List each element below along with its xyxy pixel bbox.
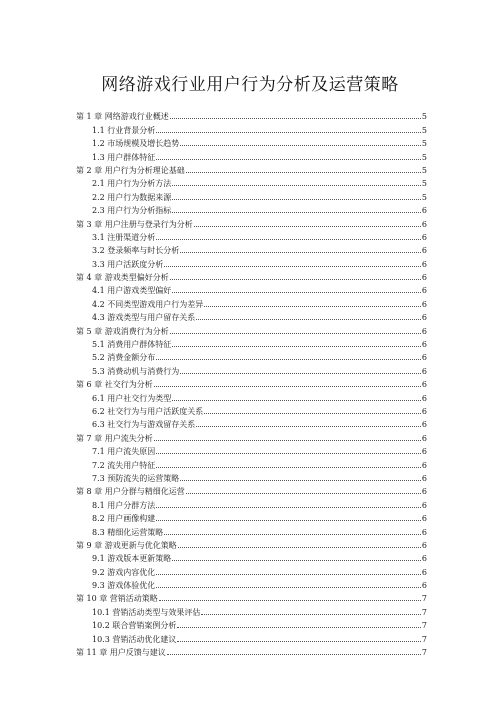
toc-entry-label: 第 1 章 网络游戏行业概述 [76, 112, 169, 122]
toc-section-entry[interactable] [76, 242, 427, 255]
toc-section-entry[interactable] [76, 121, 427, 134]
toc-leader-dots [167, 653, 421, 655]
toc-page-number: 6 [421, 353, 427, 363]
toc-leader-dots [156, 452, 421, 454]
toc-section-entry[interactable] [76, 496, 427, 509]
toc-chapter-entry[interactable] [76, 644, 427, 657]
toc-leader-dots [156, 158, 421, 160]
toc-page-number: 6 [421, 473, 427, 483]
toc-entry-label: 第 6 章 社交行为分析 [76, 380, 153, 390]
toc-entry-label: 8.2 用户画像构建 [92, 514, 156, 524]
toc-entry-label: 第 2 章 用户行为分析理论基础 [76, 165, 185, 175]
toc-section-entry[interactable] [76, 362, 427, 375]
toc-chapter-entry[interactable] [76, 429, 427, 442]
toc-section-entry[interactable] [76, 255, 427, 268]
toc-page-number: 6 [421, 433, 427, 443]
toc-leader-dots [172, 291, 421, 293]
toc-page-number: 6 [421, 313, 427, 323]
toc-entry-label: 4.3 游戏类型与用户留存关系 [92, 313, 196, 323]
toc-section-entry[interactable] [76, 470, 427, 483]
toc-page-number: 5 [421, 179, 427, 189]
toc-leader-dots [156, 586, 421, 588]
toc-leader-dots [204, 305, 421, 307]
toc-page-number: 7 [421, 607, 427, 617]
toc-page-number: 5 [421, 152, 427, 162]
toc-page-number: 5 [421, 165, 427, 175]
toc-section-entry[interactable] [76, 510, 427, 523]
toc-page-number: 6 [421, 540, 427, 550]
toc-leader-dots [204, 412, 421, 414]
toc-section-entry[interactable] [76, 309, 427, 322]
toc-leader-dots [172, 345, 421, 347]
toc-leader-dots [186, 171, 421, 173]
toc-entry-label: 1.3 用户群体特征 [92, 152, 156, 162]
toc-leader-dots [154, 385, 421, 387]
toc-entry-label: 6.1 用户社交行为类型 [92, 393, 172, 403]
toc-leader-dots [156, 573, 421, 575]
toc-page-number: 6 [421, 420, 427, 430]
toc-entry-label: 第 5 章 游戏消费行为分析 [76, 326, 169, 336]
toc-page-number: 6 [421, 460, 427, 470]
toc-entry-label: 6.3 社交行为与游戏留存关系 [92, 420, 196, 430]
toc-leader-dots [164, 533, 421, 535]
toc-page-number: 7 [421, 594, 427, 604]
toc-section-entry[interactable] [76, 148, 427, 161]
toc-chapter-entry[interactable] [76, 483, 427, 496]
toc-entry-label: 3.3 用户活跃度分析 [92, 259, 164, 269]
toc-page-number: 6 [421, 259, 427, 269]
toc-chapter-entry[interactable] [76, 590, 427, 603]
toc-page-number: 6 [421, 219, 427, 229]
toc-entry-label: 9.1 游戏版本更新策略 [92, 554, 172, 564]
toc-leader-dots [172, 399, 421, 401]
toc-leader-dots [186, 492, 421, 494]
toc-section-entry[interactable] [76, 550, 427, 563]
toc-page-number: 6 [421, 246, 427, 256]
toc-page-number: 6 [421, 286, 427, 296]
toc-chapter-entry[interactable] [76, 322, 427, 335]
toc-leader-dots [172, 184, 421, 186]
toc-section-entry[interactable] [76, 563, 427, 576]
toc-leader-dots [156, 466, 421, 468]
toc-page-number: 6 [421, 527, 427, 537]
toc-leader-dots [177, 626, 421, 628]
toc-entry-label: 1.1 行业背景分析 [92, 125, 156, 135]
toc-page-number: 6 [421, 299, 427, 309]
toc-chapter-entry[interactable] [76, 162, 427, 175]
toc-entry-label: 5.2 消费金额分布 [92, 353, 156, 363]
toc-section-entry[interactable] [76, 577, 427, 590]
toc-entry-label: 8.3 精细化运营策略 [92, 527, 164, 537]
toc-entry-label: 4.2 不同类型游戏用户行为差异 [92, 299, 204, 309]
toc-leader-dots [177, 640, 421, 642]
toc-page-number: 6 [421, 232, 427, 242]
toc-entry-label: 第 9 章 游戏更新与优化策略 [76, 540, 177, 550]
toc-page-number: 6 [421, 406, 427, 416]
toc-page-number: 6 [421, 500, 427, 510]
toc-section-entry[interactable] [76, 617, 427, 630]
toc-page-number: 7 [421, 621, 427, 631]
toc-leader-dots [178, 546, 421, 548]
toc-page-number: 6 [421, 581, 427, 591]
toc-leader-dots [164, 265, 421, 267]
toc-entry-label: 10.3 营销活动优化建议 [92, 634, 177, 644]
toc-page-number: 5 [421, 192, 427, 202]
toc-page-number: 7 [421, 634, 427, 644]
toc-leader-dots [194, 225, 421, 227]
toc-leader-dots [156, 238, 421, 240]
toc-page-number: 6 [421, 393, 427, 403]
toc-chapter-entry[interactable] [76, 376, 427, 389]
toc-section-entry[interactable] [76, 135, 427, 148]
toc-leader-dots [196, 318, 421, 320]
toc-entry-label: 第 10 章 营销活动策略 [76, 594, 158, 604]
toc-entry-label: 10.2 联合营销案例分析 [92, 621, 177, 631]
toc-section-entry[interactable] [76, 349, 427, 362]
toc-section-entry[interactable] [76, 202, 427, 215]
toc-section-entry[interactable] [76, 282, 427, 295]
toc-entry-label: 9.3 游戏体验优化 [92, 581, 156, 591]
toc-section-entry[interactable] [76, 630, 427, 643]
toc-leader-dots [180, 479, 421, 481]
toc-chapter-entry[interactable] [76, 215, 427, 228]
toc-chapter-entry[interactable] [76, 108, 427, 121]
toc-leader-dots [170, 332, 421, 334]
toc-section-entry[interactable] [76, 456, 427, 469]
toc-section-entry[interactable] [76, 336, 427, 349]
toc-leader-dots [170, 278, 421, 280]
toc-leader-dots [180, 372, 421, 374]
toc-entry-label: 4.1 用户游戏类型偏好 [92, 286, 172, 296]
toc-entry-label: 2.3 用户行为分析指标 [92, 206, 172, 216]
toc-section-entry[interactable] [76, 403, 427, 416]
toc-entry-label: 7.3 预防流失的运营策略 [92, 473, 180, 483]
toc-entry-label: 3.1 注册渠道分析 [92, 232, 156, 242]
toc-entry-label: 9.2 游戏内容优化 [92, 567, 156, 577]
toc-page-number: 5 [421, 125, 427, 135]
toc-entry-label: 5.1 消费用户群体特征 [92, 340, 172, 350]
toc-leader-dots [180, 144, 421, 146]
toc-page-number: 6 [421, 326, 427, 336]
toc-leader-dots [154, 439, 421, 441]
toc-chapter-entry[interactable] [76, 537, 427, 550]
toc-entry-label: 第 11 章 用户反馈与建议 [76, 648, 166, 658]
toc-page-number: 6 [421, 366, 427, 376]
toc-page-number: 7 [421, 648, 427, 658]
toc-entry-label: 2.2 用户行为数据来源 [92, 192, 172, 202]
toc-leader-dots [156, 519, 421, 521]
toc-leader-dots [170, 117, 421, 119]
toc-page-number: 6 [421, 447, 427, 457]
toc-entry-label: 第 8 章 用户分群与精细化运营 [76, 487, 185, 497]
toc-leader-dots [159, 599, 421, 601]
toc-page-number: 6 [421, 380, 427, 390]
toc-leader-dots [172, 211, 421, 213]
toc-leader-dots [156, 131, 421, 133]
toc-entry-label: 3.2 登录频率与时长分析 [92, 246, 180, 256]
toc-section-entry[interactable] [76, 175, 427, 188]
toc-entry-label: 1.2 市场规模及增长趋势 [92, 139, 180, 149]
toc-entry-label: 7.1 用户流失原因 [92, 447, 156, 457]
toc-entry-label: 第 7 章 用户流失分析 [76, 433, 153, 443]
table-of-contents [76, 108, 427, 657]
toc-page-number: 6 [421, 340, 427, 350]
toc-leader-dots [172, 559, 421, 561]
toc-section-entry[interactable] [76, 295, 427, 308]
toc-section-entry[interactable] [76, 523, 427, 536]
toc-entry-label: 第 4 章 游戏类型偏好分析 [76, 273, 169, 283]
toc-leader-dots [156, 358, 421, 360]
toc-chapter-entry[interactable] [76, 269, 427, 282]
toc-entry-label: 6.2 社交行为与用户活跃度关系 [92, 406, 204, 416]
toc-entry-label: 5.3 消费动机与消费行为 [92, 366, 180, 376]
toc-leader-dots [180, 251, 421, 253]
toc-page-number: 6 [421, 567, 427, 577]
toc-leader-dots [172, 198, 421, 200]
toc-entry-label: 10.1 营销活动类型与效果评估 [92, 607, 201, 617]
toc-page-number: 5 [421, 139, 427, 149]
toc-leader-dots [201, 613, 421, 615]
toc-page-number: 6 [421, 273, 427, 283]
toc-entry-label: 8.1 用户分群方法 [92, 500, 156, 510]
toc-section-entry[interactable] [76, 188, 427, 201]
document-title: 网络游戏行业用户行为分析及运营策略 [101, 75, 399, 95]
toc-entry-label: 第 3 章 用户注册与登录行为分析 [76, 219, 193, 229]
toc-section-entry[interactable] [76, 443, 427, 456]
toc-page-number: 6 [421, 206, 427, 216]
toc-section-entry[interactable] [76, 416, 427, 429]
toc-section-entry[interactable] [76, 389, 427, 402]
toc-entry-label: 7.2 流失用户特征 [92, 460, 156, 470]
toc-leader-dots [196, 425, 421, 427]
toc-leader-dots [156, 506, 421, 508]
toc-page-number: 6 [421, 487, 427, 497]
toc-entry-label: 2.1 用户行为分析方法 [92, 179, 172, 189]
toc-section-entry[interactable] [76, 229, 427, 242]
toc-section-entry[interactable] [76, 603, 427, 616]
toc-page-number: 6 [421, 554, 427, 564]
toc-page-number: 5 [421, 112, 427, 122]
toc-page-number: 6 [421, 514, 427, 524]
